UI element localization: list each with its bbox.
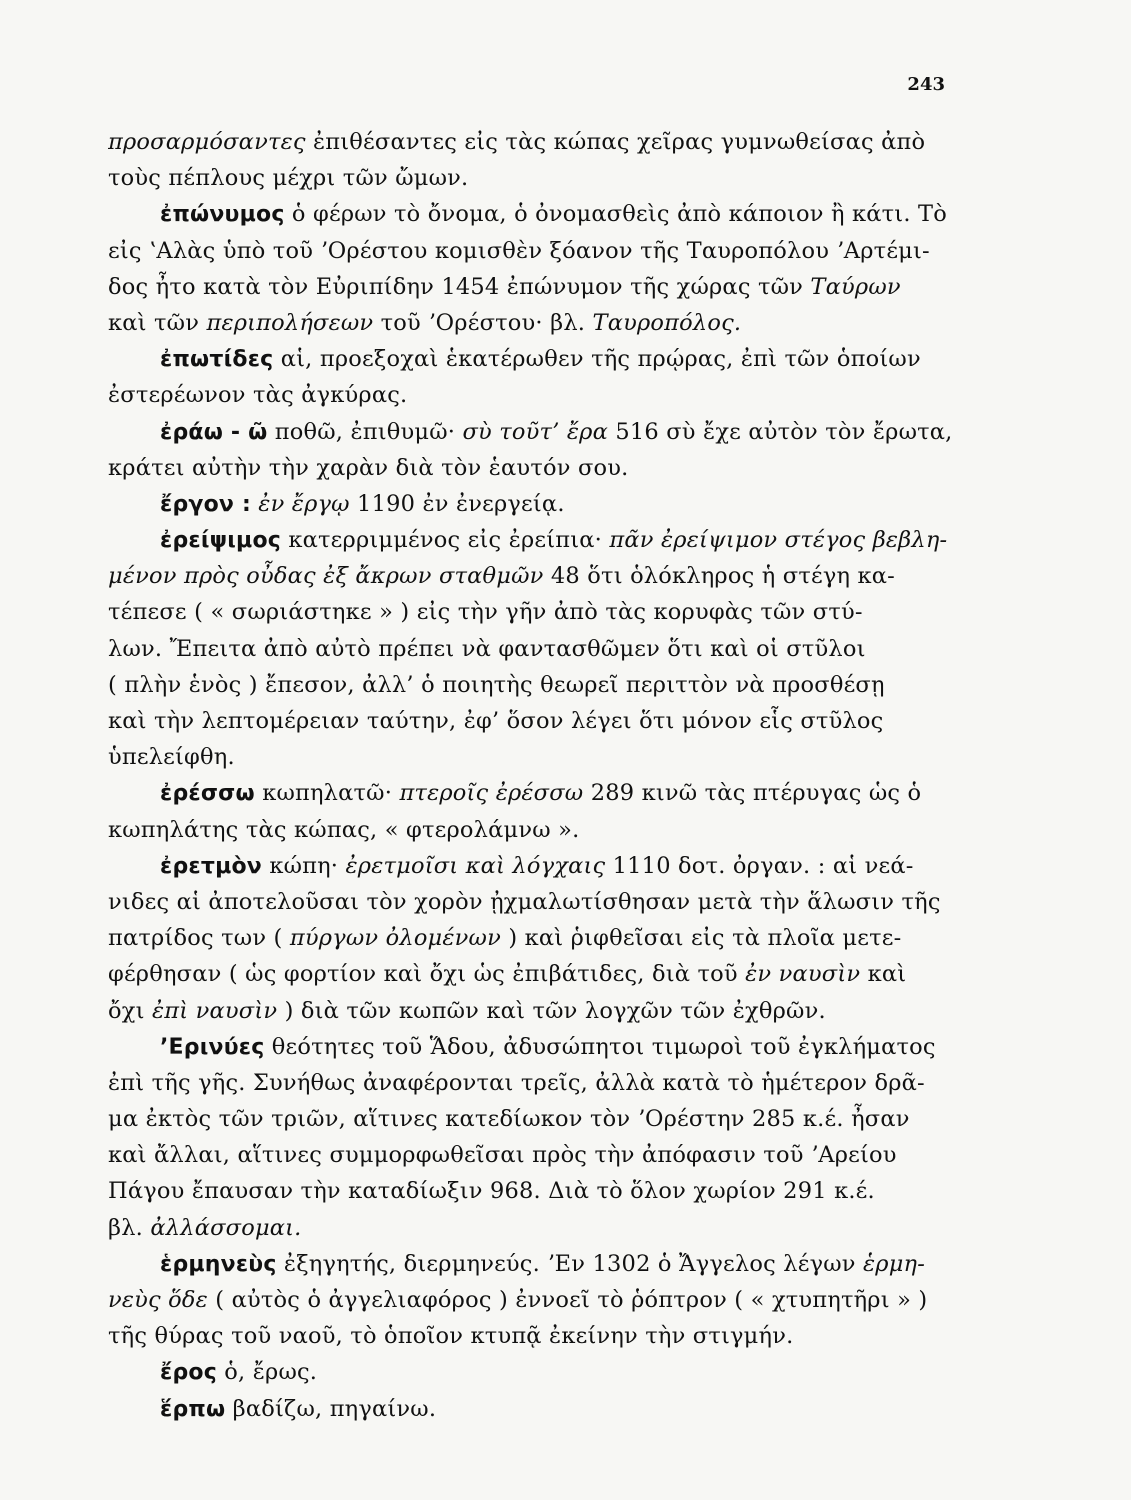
text-run: τοῦ ʼΟρέστου· βλ. [373, 309, 593, 336]
text-run: κώπη· [261, 852, 346, 879]
text-line [108, 1282, 960, 1318]
text-run: 289 κινῶ τὰς πτέρυγας ὡς ὁ [583, 780, 922, 807]
text-line [108, 1246, 960, 1282]
quoted-phrase: σὺ τοῦτ’ ἔρα [462, 418, 608, 445]
text-run: εἰς ʽΑλὰς ὑπὸ τοῦ ʼΟρέστου κομισθὲν ξόανον τῆς Ταυροπόλου ʼΑρτέμι- [108, 237, 930, 264]
entry-headword: ἐπωτίδες [160, 347, 274, 373]
quoted-phrase: ἐρετμοῖσι καὶ λόγχαις [345, 852, 606, 879]
quoted-phrase: πτεροῖς ἐρέσσω [399, 780, 584, 807]
text-line [108, 414, 960, 450]
text-line [108, 558, 960, 594]
text-line [108, 1391, 960, 1427]
text-run: 516 σὺ ἔχε αὐτὸν τὸν ἔρωτα, [608, 418, 953, 445]
text-run: πατρίδος των ( [108, 925, 290, 952]
text-run: βαδίζω, πηγαίνω. [225, 1395, 437, 1422]
text-run: ὁ, ἔρως. [216, 1359, 318, 1386]
entry-headword: ἐρέσσω [160, 781, 255, 807]
text-line [108, 993, 960, 1029]
text-line [108, 233, 960, 269]
text-run: καὶ τῶν [108, 309, 207, 336]
text-run: λων. Ἔπειτα ἀπὸ αὐτὸ πρέπει νὰ φαντασθῶμεν ὅτι καὶ οἱ στῦλοι [108, 635, 866, 662]
quoted-phrase: περιπολήσεων [206, 309, 374, 336]
text-run: αἱ, προεξοχαὶ ἑκατέρωθεν τῆς πρῴρας, ἐπὶ τῶν ὁποίων [273, 346, 921, 373]
text-run: ἐστερέωνον τὰς ἀγκύρας. [108, 382, 408, 409]
text-line [108, 522, 960, 558]
text-run: τῆς θύρας τοῦ ναοῦ, τὸ ὁποῖον κτυπᾷ ἐκείνην τὴν στιγμήν. [108, 1323, 794, 1350]
entry-headword: ἐράω - ῶ [160, 419, 268, 445]
text-run: 48 ὅτι ὁλόκληρος ἡ στέγη κα- [543, 563, 895, 590]
quoted-phrase: ἐπὶ ναυσὶν [151, 997, 278, 1024]
text-line [108, 1029, 960, 1065]
text-line [108, 377, 960, 413]
entry-headword: ἔρος [160, 1360, 217, 1386]
text-line [108, 594, 960, 630]
text-run: καὶ τὴν λεπτομέρειαν ταύτην, ἐφ’ ὅσον λέγει ὅτι μόνον εἷς στῦλος [108, 708, 884, 734]
text-line [108, 920, 960, 956]
text-run: ) διὰ τῶν κωπῶν καὶ τῶν λογχῶν τῶν ἐχθρῶν. [277, 997, 826, 1024]
quoted-phrase: ἀλλάσσομαι. [150, 1214, 302, 1241]
text-run: ) καὶ ῥιφθεῖσαι εἰς τὰ πλοῖα μετε- [500, 925, 902, 952]
text-line [108, 1101, 960, 1137]
text-run: ἐπὶ τῆς γῆς. Συνήθως ἀναφέρονται τρεῖς, ἀλλὰ κατὰ τὸ ἡμέτερον δρᾶ- [108, 1069, 925, 1096]
text-run: κράτει αὐτὴν τὴν χαρὰν διὰ τὸν ἑαυτόν σου. [108, 454, 629, 481]
text-line [108, 775, 960, 811]
quoted-phrase: μένον πρὸς οὖδας ἐξ ἄκρων σταθμῶν [108, 563, 544, 590]
text-run: ὁ φέρων τὸ ὄνομα, ὁ ὀνομασθεὶς ἀπὸ κάποιον ἢ κάτι. Τὸ [284, 201, 947, 228]
text-run: ἐπιθέσαντες εἰς τὰς κώπας χεῖρας γυμνωθείσας ἀπὸ [305, 129, 926, 155]
text-run: δος ἦτο κατὰ τὸν Εὐριπίδην 1454 ἐπώνυμον τῆς χώρας τῶν [108, 273, 811, 300]
text-line [108, 1354, 960, 1390]
entry-headword: ἐρετμὸν [160, 853, 262, 879]
text-run: κωπηλατῶ· [254, 780, 400, 807]
entry-headword: ἑρμηνεὺς [160, 1251, 277, 1277]
text-line [108, 884, 960, 920]
quoted-phrase: πύργων ὀλομένων [289, 925, 501, 952]
entry-headword: ἕρπω [160, 1396, 226, 1422]
text-line [108, 160, 960, 196]
text-run: μα ἐκτὸς τῶν τριῶν, αἵτινες κατεδίωκον τὸν ʼΟρέστην 285 κ.έ. ἦσαν [108, 1106, 910, 1133]
text-run: καὶ [860, 961, 907, 988]
quoted-phrase: ἐν ναυσὶν [745, 961, 861, 988]
text-line [108, 450, 960, 486]
text-run: ποθῶ, ἐπιθυμῶ· [267, 418, 463, 445]
text-run: τοὺς πέπλους μέχρι τῶν ὤμων. [108, 165, 469, 192]
text-run: 1110 δοτ. ὀργαν. : αἱ νεά- [605, 852, 914, 879]
entry-headword: ἐπώνυμος [160, 202, 285, 228]
entry-headword: ἔργον : [160, 491, 251, 517]
text-run: καὶ ἄλλαι, αἵτινες συμμορφωθεῖσαι πρὸς τὴν ἀπόφασιν τοῦ ʼΑρείου [108, 1142, 897, 1169]
text-line [108, 269, 960, 305]
text-line [108, 486, 960, 522]
quoted-phrase: Ταυροπόλος. [592, 309, 742, 336]
quoted-phrase: ἐν ἔργῳ [258, 490, 350, 517]
page-number: 243 [907, 74, 945, 95]
text-run: ὑπελείφθη. [108, 744, 235, 771]
text-line [108, 956, 960, 992]
text-line [108, 739, 960, 775]
text-run: ὄχι [108, 997, 152, 1024]
text-run: ( πλὴν ἑνὸς ) ἔπεσον, ἀλλ’ ὁ ποιητὴς θεωρεῖ περιττὸν νὰ προσθέσῃ [108, 671, 885, 698]
text-line [108, 1137, 960, 1173]
text-line [108, 848, 960, 884]
text-run: φέρθησαν ( ὡς φορτίον καὶ ὄχι ὡς ἐπιβάτιδες, διὰ τοῦ [108, 961, 746, 988]
text-run: κατερριμμένος εἰς ἐρείπια· [281, 527, 610, 554]
text-run: βλ. [108, 1214, 151, 1241]
text-line [108, 1318, 960, 1354]
text-run: θεότητες τοῦ Ἅδου, ἀδυσώπητοι τιμωροὶ τοῦ ἐγκλήματος [264, 1033, 936, 1060]
text-line [108, 305, 960, 341]
glossary-text [108, 124, 960, 1427]
text-line [108, 703, 960, 739]
quoted-phrase: Ταύρων [810, 273, 901, 300]
text-run: τέπεσε ( « σωριάστηκε » ) εἰς τὴν γῆν ἀπὸ τὰς κορυφὰς τῶν στύ- [108, 599, 863, 626]
text-run: νιδες αἱ ἀποτελοῦσαι τὸν χορὸν ᾐχμαλωτίσθησαν μετὰ τὴν ἅλωσιν τῆς [108, 888, 941, 915]
text-run: κωπηλάτης τὰς κώπας, « φτερολάμνω ». [108, 816, 580, 843]
text-line [108, 631, 960, 667]
quoted-phrase: προσαρμόσαντες [108, 129, 306, 155]
text-line [108, 812, 960, 848]
text-line [108, 196, 960, 232]
entry-headword: ʼΕρινύες [160, 1034, 265, 1060]
text-line [108, 124, 960, 160]
text-run: 1190 ἐν ἐνεργείᾳ. [349, 490, 565, 517]
quoted-phrase: πᾶν ἐρείψιμον στέγος βεβλη- [609, 527, 948, 554]
text-line [108, 1065, 960, 1101]
text-line [108, 667, 960, 703]
text-run: Πάγου ἔπαυσαν τὴν καταδίωξιν 968. Διὰ τὸ ὅλον χωρίον 291 κ.έ. [108, 1178, 875, 1205]
text-line [108, 341, 960, 377]
text-line [108, 1210, 960, 1246]
entry-headword: ἐρείψιμος [160, 528, 281, 554]
text-run: ( αὐτὸς ὁ ἀγγελιαφόρος ) ἐννοεῖ τὸ ῥόπτρον ( « χτυπητῆρι » ) [207, 1287, 928, 1313]
quoted-phrase: νεὺς ὅδε [108, 1287, 208, 1313]
text-line [108, 1173, 960, 1209]
text-run: ἐξηγητής, διερμηνεύς. ʼΕν 1302 ὁ Ἄγγελος λέγων [276, 1250, 863, 1277]
quoted-phrase: ἑρμη- [863, 1250, 926, 1277]
